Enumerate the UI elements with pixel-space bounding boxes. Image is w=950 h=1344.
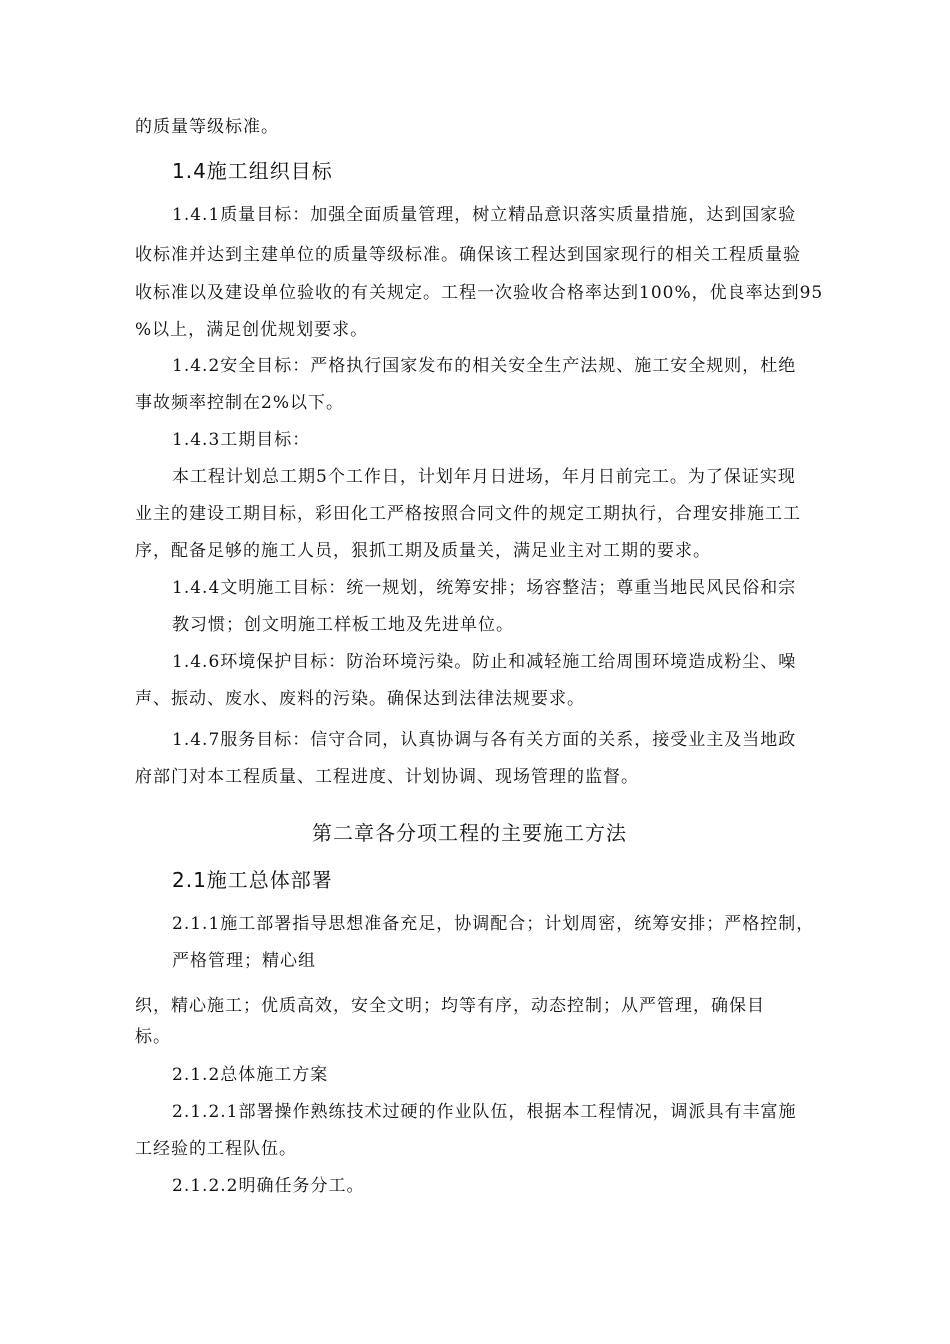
paragraph-line: 事故频率控制在2%以下。 (135, 393, 344, 413)
paragraph-line: 2.1.2.1部署操作熟练技术过硬的作业队伍，根据本工程情况，调派具有丰富施 (172, 1102, 797, 1122)
paragraph-line: 2.1.2.2明确任务分工。 (172, 1176, 365, 1196)
paragraph-line: 的质量等级标准。 (135, 117, 279, 137)
paragraph-line: 府部门对本工程质量、工程进度、计划协调、现场管理的监督。 (135, 767, 639, 787)
paragraph-line: 织，精心施工；优质高效，安全文明；均等有序，动态控制；从严管理，确保目 (135, 996, 765, 1016)
paragraph-line: 1.4.1质量目标：加强全面质量管理，树立精品意识落实质量措施，达到国家验 (172, 205, 797, 225)
section-heading-2-1: 2.1施工总体部署 (172, 868, 333, 892)
paragraph-line: %以上，满足创优规划要求。 (135, 320, 369, 340)
paragraph-line: 标。 (135, 1027, 171, 1047)
paragraph-line: 本工程计划总工期5个工作日，计划年月日进场，年月日前完工。为了保证实现 (172, 467, 796, 487)
paragraph-line: 1.4.7服务目标：信守合同，认真协调与各有关方面的关系，接受业主及当地政 (172, 730, 797, 750)
paragraph-line: 收标准以及建设单位验收的有关规定。工程一次验收合格率达到100%，优良率达到95 (135, 283, 824, 303)
paragraph-line: 1.4.6环境保护目标：防治环境污染。防止和减轻施工给周围环境造成粉尘、噪 (172, 652, 797, 672)
paragraph-line: 工经验的工程队伍。 (135, 1139, 297, 1159)
paragraph-line: 业主的建设工期目标，彩田化工严格按照合同文件的规定工期执行，合理安排施工工 (135, 504, 801, 524)
paragraph-line: 声、振动、废水、废料的污染。确保达到法律法规要求。 (135, 689, 585, 709)
paragraph-line: 1.4.4文明施工目标：统一规划，统筹安排；场容整洁；尊重当地民风民俗和宗 (172, 578, 797, 598)
chapter-title: 第二章各分项工程的主要施工方法 (312, 821, 627, 845)
paragraph-line: 2.1.2总体施工方案 (172, 1065, 329, 1085)
paragraph-line: 1.4.3工期目标： (172, 430, 311, 450)
paragraph-line: 1.4.2安全目标：严格执行国家发布的相关安全生产法规、施工安全规则，杜绝 (172, 356, 797, 376)
paragraph-line: 序，配备足够的施工人员，狠抓工期及质量关，满足业主对工期的要求。 (135, 541, 711, 561)
paragraph-line: 2.1.1施工部署指导思想准备充足，协调配合；计划周密，统筹安排；严格控制， (172, 914, 815, 934)
section-heading-1-4: 1.4施工组织目标 (172, 159, 333, 183)
paragraph-line: 收标准并达到主建单位的质量等级标准。确保该工程达到国家现行的相关工程质量验 (135, 245, 801, 265)
paragraph-line: 教习惯；创文明施工样板工地及先进单位。 (172, 615, 514, 635)
paragraph-line: 严格管理；精心组 (172, 951, 316, 971)
